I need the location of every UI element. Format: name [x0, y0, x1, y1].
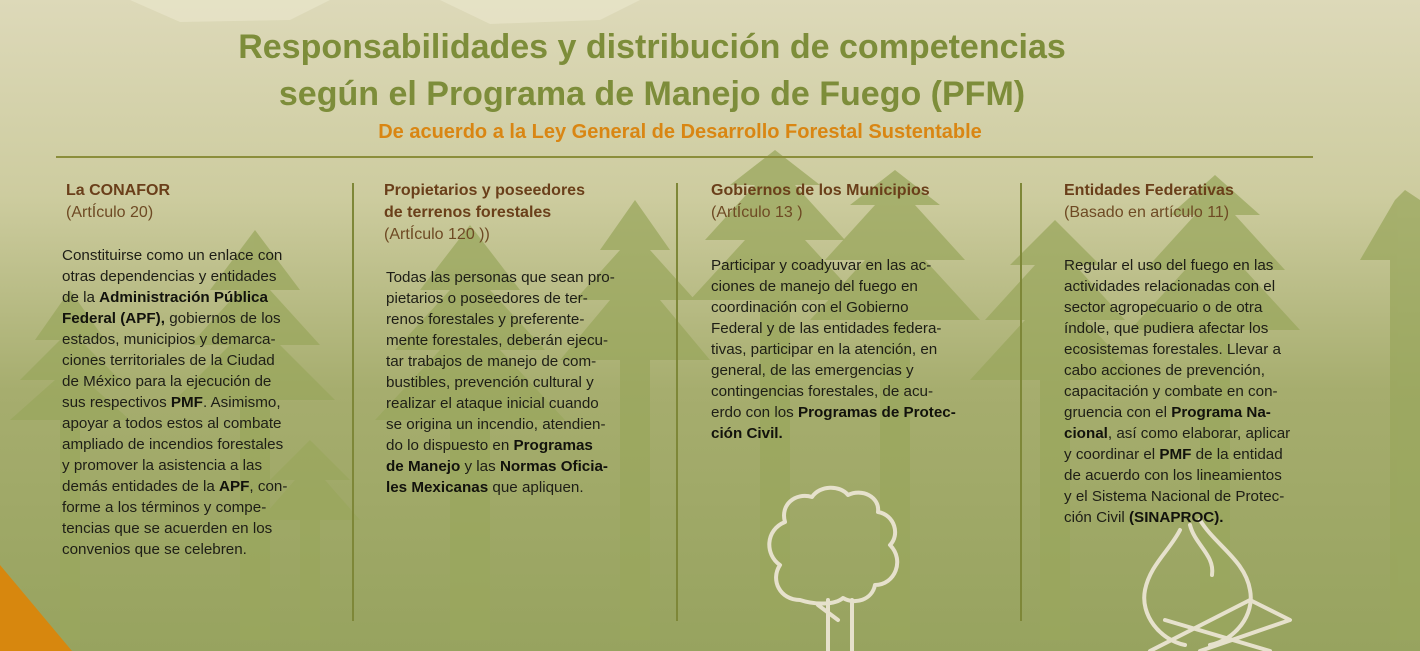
- orange-corner-accent: [0, 565, 72, 651]
- column-entidades: [1064, 180, 1364, 528]
- body-emphasis: APF: [219, 478, 250, 495]
- body-text: , con- forme a los términos y compe- tencias que se acuerden en los convenios que se celebren.: [62, 478, 288, 558]
- body-emphasis: Programas de Protec- ción Civil.: [711, 404, 956, 442]
- body-text: de la entidad de acuerdo con los lineamientos y el Sistema Nacional de Protec- ción Civil: [1064, 446, 1285, 526]
- column-propietarios: [384, 180, 674, 498]
- page-subtitle: De acuerdo a la Ley General de Desarrollo Forestal Sustentable: [378, 121, 982, 143]
- body-text: que apliquen.: [488, 479, 584, 496]
- column-body: [384, 267, 674, 498]
- column-reference: (Basado en artículo 11): [1064, 204, 1230, 221]
- body-text: Todas las personas que sean pro- pietarios o poseedores de ter- renos forestales y preferente- mente forestales, deberán ejecu- tar trabajos de manejo de com- bustibles, prevención cultural y realizar el ataque inicial cuando se origina un incendio, atendien- do lo dispuesto en: [386, 269, 615, 454]
- body-emphasis: (SINAPROC).: [1129, 509, 1224, 526]
- column-reference: (ArtÍculo 20): [66, 204, 154, 221]
- column-body: [711, 255, 1011, 444]
- column-body: [1064, 255, 1364, 528]
- body-emphasis: PMF: [170, 394, 203, 411]
- body-emphasis: Programa Na- cional: [1064, 404, 1271, 442]
- column-divider: [676, 183, 678, 621]
- body-text: Participar y coadyuvar en las ac- ciones de manejo del fuego en coordinación con el Gobierno Federal y de las entidades federa- tivas, participar en la atención, en general, de las emergencias y contingencias forestales, de acu- erdo con los: [711, 257, 942, 421]
- column-municipios: [711, 180, 1011, 444]
- body-text: . Asimismo, apoyar a todos estos al combate ampliado de incendios forestales y promover la asistencia a las demás entidades de la: [62, 394, 284, 495]
- body-emphasis: Programas de Manejo: [386, 437, 593, 475]
- body-text: , así como elaborar, aplicar y coordinar el: [1064, 425, 1291, 463]
- body-emphasis: Normas Oficia- les Mexicanas: [386, 458, 608, 496]
- column-heading: La CONAFOR: [66, 182, 170, 199]
- column-heading: Propietarios y poseedores de terrenos forestales: [384, 182, 585, 221]
- body-text: gobiernos de los estados, municipios y demarca- ciones territoriales de la Ciudad de México para la ejecución de sus respectivos: [62, 310, 281, 411]
- body-text: y las: [460, 458, 500, 475]
- body-emphasis: Administración Pública Federal (APF),: [62, 289, 268, 327]
- column-body: [62, 245, 347, 560]
- body-text: Regular el uso del fuego en las actividades relacionadas con el sector agropecuario o de otra índole, que pudiera afectar los ecosistemas forestales. Llevar a cabo acciones de prevención, capacitación y combate en con- gruencia con el: [1064, 257, 1281, 421]
- column-heading: Gobiernos de los Municipios: [711, 182, 930, 199]
- column-heading: Entidades Federativas: [1064, 182, 1234, 199]
- title-line-2: según el Programa de Manejo de Fuego (PFM): [278, 75, 1026, 113]
- column-reference: (ArtÍculo 13 ): [711, 204, 803, 221]
- body-text: Constituirse como un enlace con otras dependencias y entidades de la: [62, 247, 283, 306]
- column-reference: (ArtÍculo 120 )): [384, 226, 490, 243]
- column-divider: [352, 183, 354, 621]
- title-line-1: Responsabilidades y distribución de competencias: [238, 28, 1066, 66]
- column-conafor: [62, 180, 347, 560]
- body-emphasis: PMF: [1159, 446, 1192, 463]
- page-title: [0, 24, 1304, 118]
- header-divider: [56, 156, 1313, 158]
- column-divider: [1020, 183, 1022, 621]
